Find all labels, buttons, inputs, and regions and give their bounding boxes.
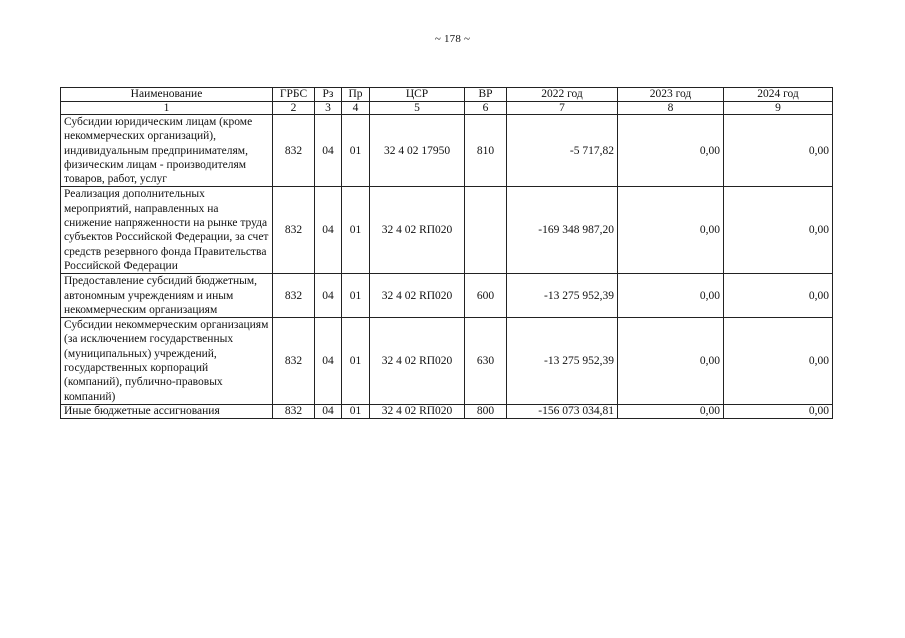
- column-number: 9: [724, 102, 833, 115]
- row-2022: -5 717,82: [507, 115, 618, 187]
- row-rz: 04: [315, 404, 342, 418]
- row-csr: 32 4 02 RП020: [370, 318, 465, 405]
- row-pr: 01: [342, 318, 370, 405]
- column-number: 7: [507, 102, 618, 115]
- header-grbs: ГРБС: [273, 88, 315, 102]
- row-2022: -13 275 952,39: [507, 318, 618, 405]
- table-row: [61, 187, 833, 274]
- row-vr: 630: [465, 318, 507, 405]
- row-pr: 01: [342, 115, 370, 187]
- row-vr: 600: [465, 274, 507, 318]
- row-grbs: 832: [273, 115, 315, 187]
- row-2023: 0,00: [618, 115, 724, 187]
- row-rz: 04: [315, 187, 342, 274]
- column-number: 6: [465, 102, 507, 115]
- row-2024: 0,00: [724, 318, 833, 405]
- column-number: 1: [61, 102, 273, 115]
- header-name: Наименование: [61, 88, 273, 102]
- column-number-row: [61, 102, 833, 115]
- row-name: Иные бюджетные ассигнования: [61, 404, 273, 418]
- row-pr: 01: [342, 404, 370, 418]
- header-2023: 2023 год: [618, 88, 724, 102]
- row-rz: 04: [315, 115, 342, 187]
- column-number: 4: [342, 102, 370, 115]
- header-2022: 2022 год: [507, 88, 618, 102]
- table-row: [61, 274, 833, 318]
- header-vr: ВР: [465, 88, 507, 102]
- row-2023: 0,00: [618, 187, 724, 274]
- row-vr: 810: [465, 115, 507, 187]
- page-number: ~ 178 ~: [434, 33, 471, 45]
- row-grbs: 832: [273, 187, 315, 274]
- column-number: 2: [273, 102, 315, 115]
- row-2023: 0,00: [618, 404, 724, 418]
- row-2023: 0,00: [618, 318, 724, 405]
- row-csr: 32 4 02 RП020: [370, 404, 465, 418]
- table-row: [61, 115, 833, 187]
- row-csr: 32 4 02 RП020: [370, 274, 465, 318]
- row-2023: 0,00: [618, 274, 724, 318]
- column-number: 5: [370, 102, 465, 115]
- header-pr: Пр: [342, 88, 370, 102]
- row-2022: -156 073 034,81: [507, 404, 618, 418]
- header-2024: 2024 год: [724, 88, 833, 102]
- header-rz: Рз: [315, 88, 342, 102]
- column-number: 3: [315, 102, 342, 115]
- row-grbs: 832: [273, 318, 315, 405]
- header-row: [61, 88, 833, 102]
- header-csr: ЦСР: [370, 88, 465, 102]
- row-2022: -13 275 952,39: [507, 274, 618, 318]
- row-2024: 0,00: [724, 115, 833, 187]
- row-vr: 800: [465, 404, 507, 418]
- row-vr: [465, 187, 507, 274]
- row-2022: -169 348 987,20: [507, 187, 618, 274]
- column-number: 8: [618, 102, 724, 115]
- row-name: Субсидии некоммерческим организациям (за исключением государственных (муниципальных) учреждений, государственных корпораций (компаний), публично-правовых компаний): [61, 318, 273, 405]
- table-row: [61, 318, 833, 405]
- row-2024: 0,00: [724, 274, 833, 318]
- row-2024: 0,00: [724, 187, 833, 274]
- row-pr: 01: [342, 187, 370, 274]
- row-pr: 01: [342, 274, 370, 318]
- row-name: Реализация дополнительных мероприятий, направленных на снижение напряженности на рынке труда субъектов Российской Федерации, за счет средств резервного фонда Правительства Российской Федерации: [61, 187, 273, 274]
- row-name: Субсидии юридическим лицам (кроме некоммерческих организаций), индивидуальным предпринимателям, физическим лицам - производителям товаров, работ, услуг: [61, 115, 273, 187]
- row-2024: 0,00: [724, 404, 833, 418]
- row-rz: 04: [315, 318, 342, 405]
- row-grbs: 832: [273, 274, 315, 318]
- row-csr: 32 4 02 RП020: [370, 187, 465, 274]
- row-name: Предоставление субсидий бюджетным, автономным учреждениям и иным некоммерческим организациям: [61, 274, 273, 318]
- table-row: [61, 404, 833, 418]
- row-grbs: 832: [273, 404, 315, 418]
- budget-table: [60, 87, 833, 419]
- row-rz: 04: [315, 274, 342, 318]
- row-csr: 32 4 02 17950: [370, 115, 465, 187]
